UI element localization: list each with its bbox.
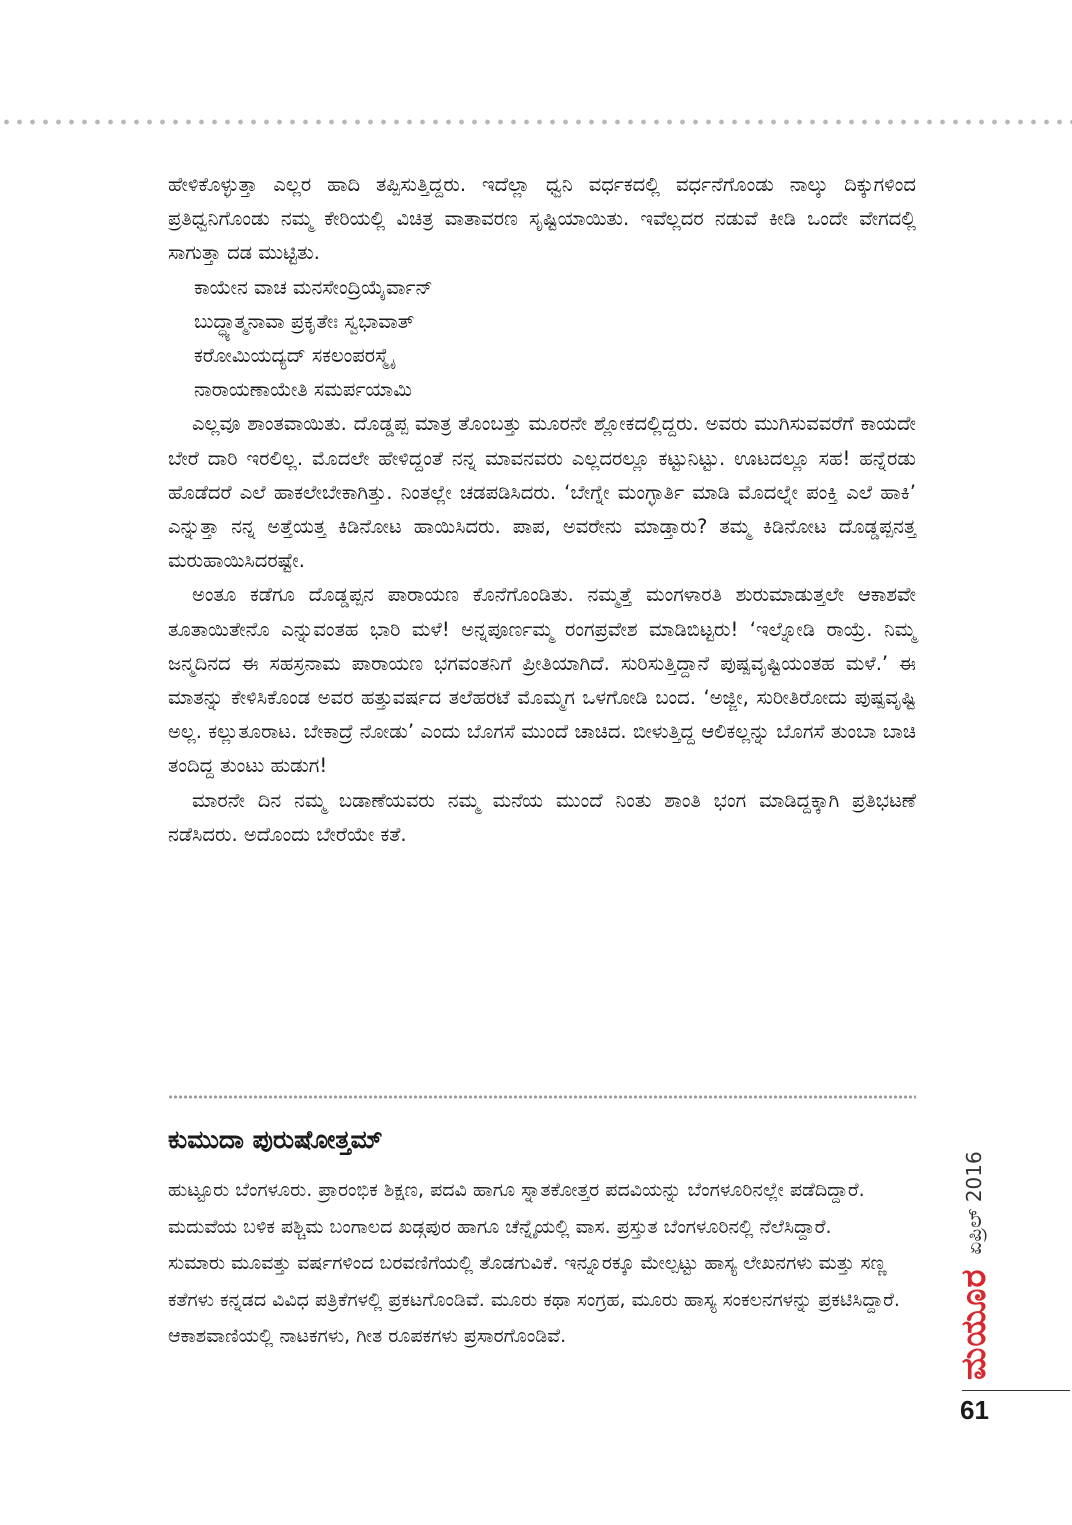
verse-line: ಕಾಯೇನ ವಾಚ ಮನಸೇಂದ್ರಿಯೈರ್ವಾನ್ [194,275,433,299]
story-paragraph: ಅಂತೂ ಕಡೆಗೂ ದೊಡ್ಡಪ್ಪನ ಪಾರಾಯಣ ಕೊನೆಗೊಂಡಿತು. ನಮ್ಮತ್ತೆ ಮಂಗಳಾರತಿ ಶುರುಮಾಡುತ್ತಲೇ ಆಕಾಶವೇ ತೂತಾಯಿತೇನೊ ಎನ್ನುವಂತಹ ಭಾರಿ ಮಳೆ! ಅನ್ನಪೂರ್ಣಮ್ಮ ರಂಗಪ್ರವೇಶ ಮಾಡಿಬಿಟ್ಟರು! ‘ಇಲ್ನೋಡಿ ರಾಯ್ರೆ. ನಿಮ್ಮ ಜನ್ಮದಿನದ ಈ ಸಹಸ್ರನಾಮ ಪಾರಾಯಣ ಭಗವಂತನಿಗೆ ಪ್ರೀತಿಯಾಗಿದೆ. ಸುರಿಸುತ್ತಿದ್ದಾನೆ ಪುಷ್ಪವೃಷ್ಟಿಯಂತಹ ಮಳೆ.’ ಈ ಮಾತನ್ನು ಕೇಳಿಸಿಕೊಂಡ ಅವರ ಹತ್ತುವರ್ಷದ ತಲೆಹರಟೆ ಮೊಮ್ಮಗ ಒಳಗೋಡಿ ಬಂದ. ‘ಅಜ್ಜೀ, ಸುರೀತಿರೋದು ಪುಷ್ಪವೃಷ್ಟಿ ಅಲ್ಲ. ಕಲ್ಲುತೂರಾಟ. ಬೇಕಾದ್ರೆ ನೋಡು’ ಎಂದು ಬೊಗಸೆ ಮುಂದೆ ಚಾಚಿದ. ಬೀಳುತ್ತಿದ್ದ ಆಲಿಕಲ್ಲನ್ನು ಬೊಗಸೆ ತುಂಬಾ ಬಾಚಿ ತಂದಿದ್ದ ತುಂಟು ಹುಡುಗ! [168,583,916,778]
page-number: 61 [960,1395,989,1425]
bio-paragraph: ಸುಮಾರು ಮೂವತ್ತು ವರ್ಷಗಳಿಂದ ಬರವಣಿಗೆಯಲ್ಲಿ ತೊಡಗುವಿಕೆ. ಇನ್ನೂರಕ್ಕೂ ಮೇಲ್ಪಟ್ಟು ಹಾಸ್ಯ ಲೇಖನಗಳು ಮತ್ತು ಸಣ್ಣ ಕತೆಗಳು ಕನ್ನಡದ ವಿವಿಧ ಪತ್ರಿಕೆಗಳಲ್ಲಿ ಪ್ರಕಟಗೊಂಡಿವೆ. ಮೂರು ಕಥಾ ಸಂಗ್ರಹ, ಮೂರು ಹಾಸ್ಯ ಸಂಕಲನಗಳನ್ನು ಪ್ರಕಟಿಸಿದ್ದಾರೆ. ಆಕಾಶವಾಣಿಯಲ್ಲಿ ನಾಟಕಗಳು, ಗೀತ ರೂಪಕಗಳು ಪ್ರಸಾರಗೊಂಡಿವೆ. [168,1252,900,1347]
verse-line: ನಾರಾಯಣಾಯೇತಿ ಸಮರ್ಪಯಾಮಿ [194,378,412,402]
issue-date: ಏಪ್ರಿಲ್ 2016 [962,1151,986,1255]
magazine-logo: ಮಯೂರ [954,1268,994,1380]
verse-block [168,271,916,408]
author-section-divider [168,1094,916,1100]
story-paragraph: ಎಲ್ಲವೂ ಶಾಂತವಾಯಿತು. ದೊಡ್ಡಪ್ಪ ಮಾತ್ರ ತೊಂಬತ್ತು ಮೂರನೇ ಶ್ಲೋಕದಲ್ಲಿದ್ದರು. ಅವರು ಮುಗಿಸುವವರೆಗೆ ಕಾಯದೇ ಬೇರೆ ದಾರಿ ಇರಲಿಲ್ಲ. ಮೊದಲೇ ಹೇಳಿದ್ದಂತೆ ನನ್ನ ಮಾವನವರು ಎಲ್ಲದರಲ್ಲೂ ಕಟ್ಟುನಿಟ್ಟು. ಊಟದಲ್ಲೂ ಸಹ! ಹನ್ನೆರಡು ಹೊಡೆದರೆ ಎಲೆ ಹಾಕಲೇಬೇಕಾಗಿತ್ತು. ನಿಂತಲ್ಲೇ ಚಡಪಡಿಸಿದರು. ‘ಬೇಗ್ನೇ ಮಂಗ್ಳಾರ್ತಿ ಮಾಡಿ ಮೊದಲ್ನೇ ಪಂಕ್ತಿ ಎಲೆ ಹಾಕಿ’ ಎನ್ನುತ್ತಾ ನನ್ನ ಅತ್ತೆಯತ್ತ ಕಿಡಿನೋಟ ಹಾಯಿಸಿದರು. ಪಾಪ, ಅವರೇನು ಮಾಡ್ತಾರು? ತಮ್ಮ ಕಿಡಿನೋಟ ದೊಡ್ಡಪ್ಪನತ್ತ ಮರುಹಾಯಿಸಿದರಷ್ಟೇ. [168,412,916,573]
folio-rule [962,1390,1070,1391]
author-bio [168,1172,916,1355]
story-paragraph: ಹೇಳಿಕೊಳ್ಳುತ್ತಾ ಎಲ್ಲರ ಹಾದಿ ತಪ್ಪಿಸುತ್ತಿದ್ದರು. ಇದೆಲ್ಲಾ ಧ್ವನಿ ವರ್ಧಕದಲ್ಲಿ ವರ್ಧನೆಗೊಂಡು ನಾಲ್ಕು ದಿಕ್ಕುಗಳಿಂದ ಪ್ರತಿಧ್ವನಿಗೊಂಡು ನಮ್ಮ ಕೇರಿಯಲ್ಲಿ ವಿಚಿತ್ರ ವಾತಾವರಣ ಸೃಷ್ಟಿಯಾಯಿತು. ಇವೆಲ್ಲದರ ನಡುವೆ ಕೀಡಿ ಒಂದೇ ವೇಗದಲ್ಲಿ ಸಾಗುತ್ತಾ ದಡ ಮುಟ್ಟಿತು. [168,173,916,265]
author-name: ಕುಮುದಾ ಪುರುಷೋತ್ತಮ್ [168,1125,383,1154]
top-dotted-divider [0,118,1072,126]
story-continuation [168,168,916,852]
verse-line: ಕರೋಮಿಯದ್ಯದ್ ಸಕಲಂಪರಸ್ಮೈ [194,344,393,368]
bio-paragraph: ಹುಟ್ಟೂರು ಬೆಂಗಳೂರು. ಪ್ರಾರಂಭಿಕ ಶಿಕ್ಷಣ, ಪದವಿ ಹಾಗೂ ಸ್ನಾತಕೋತ್ತರ ಪದವಿಯನ್ನು ಬೆಂಗಳೂರಿನಲ್ಲೇ ಪಡೆದಿದ್ದಾರೆ. ಮದುವೆಯ ಬಳಿಕ ಪಶ್ಚಿಮ ಬಂಗಾಲದ ಖಡ್ಗಪುರ ಹಾಗೂ ಚೆನ್ನೈಯಲ್ಲಿ ವಾಸ. ಪ್ರಸ್ತುತ ಬೆಂಗಳೂರಿನಲ್ಲಿ ನೆಲೆಸಿದ್ದಾರೆ. [168,1179,865,1238]
magazine-side-brand [946,1124,1002,1380]
verse-line: ಬುದ್ಧ್ಯಾತ್ಮನಾವಾ ಪ್ರಕೃತೇಃ ಸ್ವಭಾವಾತ್ [194,309,415,333]
story-paragraph: ಮಾರನೇ ದಿನ ನಮ್ಮ ಬಡಾಣೆಯವರು ನಮ್ಮ ಮನೆಯ ಮುಂದೆ ನಿಂತು ಶಾಂತಿ ಭಂಗ ಮಾಡಿದ್ದಕ್ಕಾಗಿ ಪ್ರತಿಭಟಣೆ ನಡೆಸಿದರು. ಅದೊಂದು ಬೇರೆಯೇ ಕತೆ. [168,788,916,846]
